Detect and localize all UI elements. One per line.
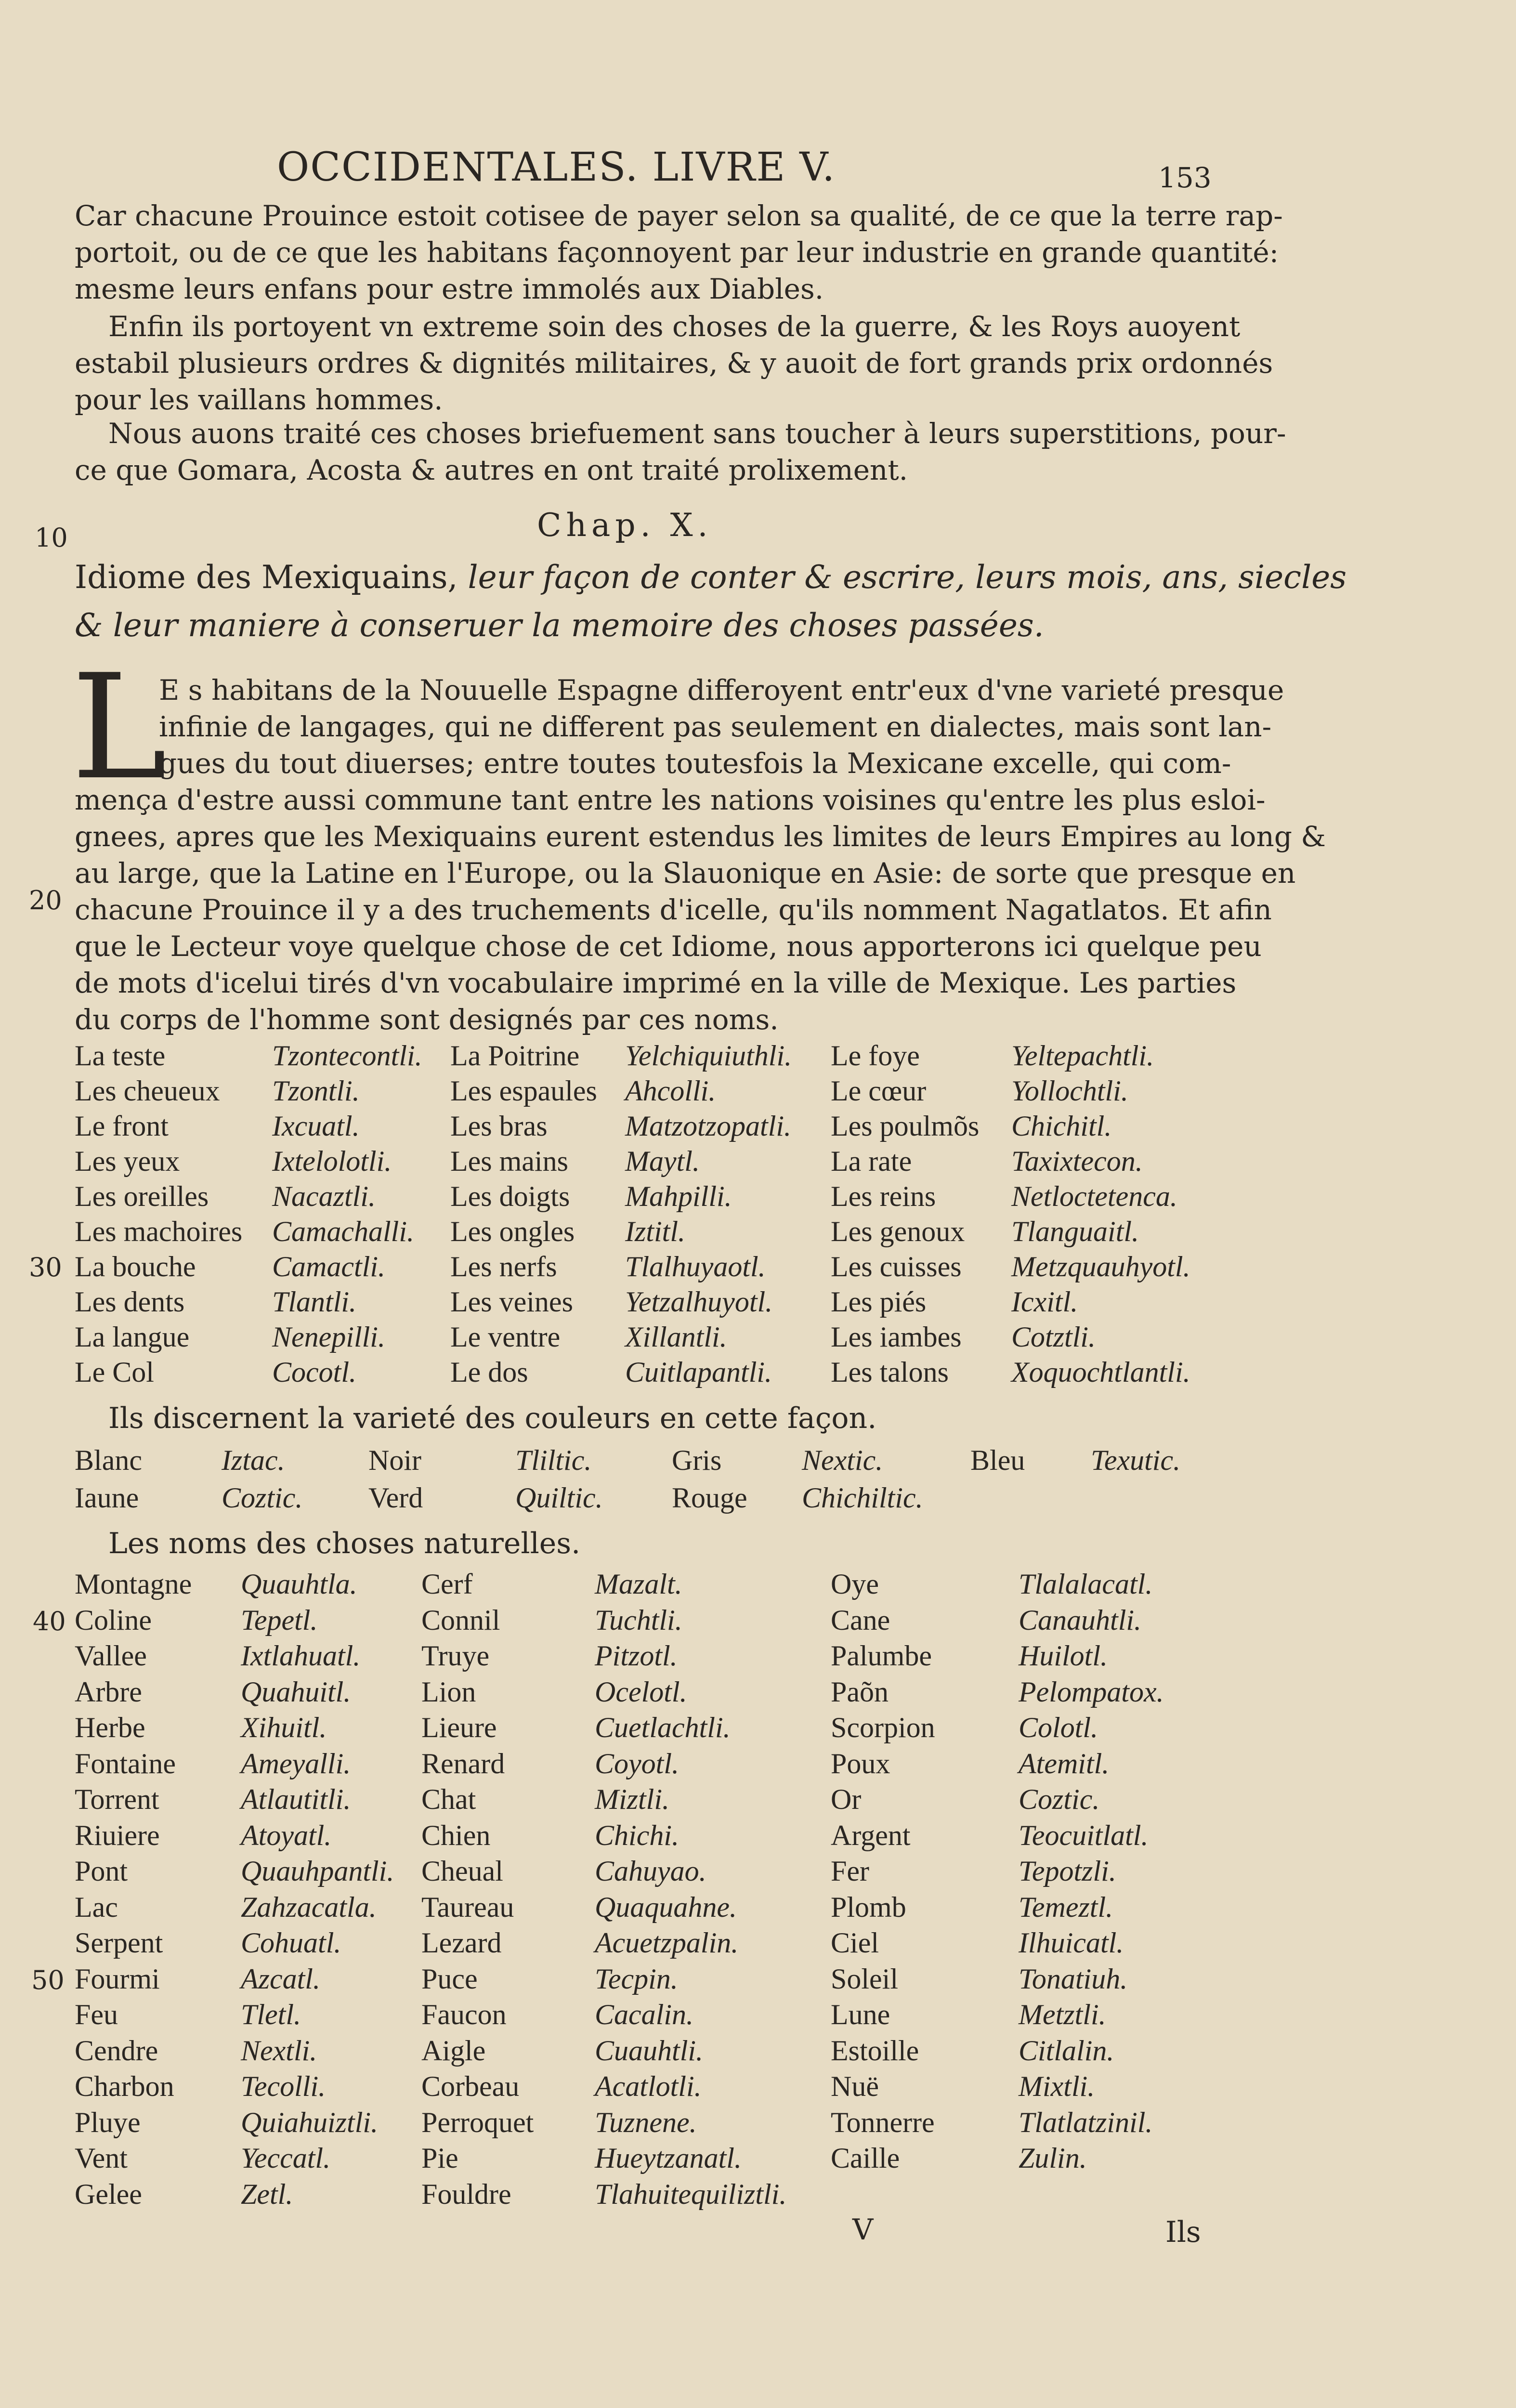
french-term: Lieure [421,1712,497,1743]
text-line: Car chacune Prouince estoit cotisee de payer selon sa qualité, de ce que la terre rap- [75,199,1283,232]
french-term: Le ventre [450,1321,561,1353]
french-term: Montagne [75,1568,192,1600]
drop-cap: L [71,643,168,811]
mexican-term: Ocelotl. [595,1675,687,1708]
text-line: gnees, apres que les Mexiquains eurent estendus les limites de leurs Empires au long & [75,820,1326,853]
text-line: mença d'estre aussi commune tant entre les nations voisines qu'entre les plus esloi- [75,784,1266,816]
chapter-label: Chap. X. [537,507,713,544]
text-line: Enfin ils portoyent vn extreme soin des choses de la guerre, & les Roys auoyent [108,310,1241,343]
french-term: Iaune [75,1482,139,1514]
french-term: Fouldre [421,2178,511,2210]
french-term: Les cheueux [75,1075,220,1107]
french-term: Gelee [75,2178,142,2210]
mexican-term: Mazalt. [595,1568,682,1600]
french-term: Perroquet [421,2106,534,2138]
text-line: ce que Gomara, Acosta & autres en ont traité prolixement. [75,454,908,486]
french-term: Puce [421,1963,478,1995]
text-line: pour les vaillans hommes. [75,383,443,416]
mexican-term: Tecpin. [595,1963,678,1995]
french-term: Les oreilles [75,1180,209,1212]
french-term: Fourmi [75,1963,160,1995]
mexican-term: Yetzalhuyotl. [625,1286,773,1318]
mexican-term: Chichitl. [1011,1110,1112,1142]
french-term: Cendre [75,2034,158,2067]
mexican-term: Quauhpantli. [241,1855,394,1887]
text-line: chacune Prouince il y a des truchements d'icelle, qu'ils nomment Nagatlatos. Et afin [75,893,1272,926]
french-term: Les talons [831,1356,949,1388]
french-term: Chat [421,1783,476,1815]
mexican-term: Tlahuitequiliztli. [595,2178,787,2210]
french-term: Chien [421,1819,491,1851]
french-term: Pont [75,1855,128,1887]
french-term: Scorpion [831,1712,935,1743]
mexican-term: Yelchiquiuthli. [625,1040,792,1072]
french-term: Charbon [75,2070,174,2102]
french-term: Oye [831,1568,879,1600]
french-term: Vallee [75,1640,147,1672]
french-term: Poux [831,1747,890,1780]
mexican-term: Texutic. [1091,1444,1181,1476]
mexican-term: Yeccatl. [241,2142,331,2174]
french-term: Le front [75,1110,169,1142]
nature-intro: Les noms des choses naturelles. [108,1527,581,1560]
mexican-term: Zahzacatla. [241,1891,377,1923]
mexican-term: Tuznene. [595,2106,697,2138]
french-term: Pluye [75,2106,141,2138]
french-term: Cane [831,1604,890,1636]
mexican-term: Chichiltic. [802,1482,923,1514]
french-term: Fontaine [75,1747,176,1780]
page-number: 153 [1158,161,1212,194]
mexican-term: Iztac. [222,1444,285,1476]
mexican-term: Coyotl. [595,1747,679,1780]
catchword: Ils [1165,2215,1201,2249]
mexican-term: Acatlotli. [595,2070,702,2102]
mexican-term: Zulin. [1019,2142,1087,2174]
mexican-term: Colotl. [1019,1712,1098,1743]
mexican-term: Icxitl. [1011,1286,1078,1318]
mexican-term: Canauhtli. [1019,1604,1142,1636]
mexican-term: Yollochtli. [1011,1075,1128,1107]
french-term: Les iambes [831,1321,962,1353]
french-term: Ciel [831,1927,879,1959]
intro-paragraph-1 [75,197,1283,307]
french-term: Lezard [421,1927,502,1959]
french-term: Les poulmõs [831,1110,980,1142]
french-term: Herbe [75,1712,145,1743]
mexican-term: Azcatl. [241,1963,320,1995]
french-term: Caille [831,2142,900,2174]
french-term: Coline [75,1604,152,1636]
mexican-term: Taxixtecon. [1011,1145,1143,1177]
french-term: Feu [75,1999,118,2030]
mexican-term: Tlantli. [272,1286,357,1318]
mexican-term: Cacalin. [595,1999,693,2030]
mexican-term: Metzquauhyotl. [1011,1251,1190,1283]
mexican-term: Coztic. [1019,1783,1100,1815]
french-term: Plomb [831,1891,906,1923]
mexican-term: Nextli. [241,2034,317,2067]
chapter-title-roman: Idiome des Mexiquains, [75,559,458,596]
text-line: Nous auons traité ces choses briefuement sans toucher à leurs superstitions, pour- [108,417,1286,450]
margin-number-30: 30 [29,1252,62,1283]
french-term: Lune [831,1999,890,2030]
french-term: Les piés [831,1286,927,1318]
mexican-term: Matzotzopatli. [625,1110,792,1142]
mexican-term: Ahcolli. [625,1075,716,1107]
french-term: Gris [672,1444,722,1476]
mexican-term: Ixtlahuatl. [241,1640,361,1672]
french-term: Verd [368,1482,423,1514]
french-term: Fer [831,1855,869,1887]
mexican-term: Camactli. [272,1251,385,1283]
french-term: Le cœur [831,1075,927,1107]
french-term: Cheual [421,1855,503,1887]
text-line: du corps de l'homme sont designés par ces noms. [75,1003,779,1036]
french-term: Le Col [75,1356,154,1388]
french-term: Rouge [672,1482,747,1514]
french-term: Arbre [75,1675,142,1708]
mexican-term: Pelompatox. [1019,1675,1164,1708]
mexican-term: Huilotl. [1019,1640,1108,1672]
text-line: portoit, ou de ce que les habitans façonnoyent par leur industrie en grande quantité: [75,236,1279,269]
text-line: gues du tout diuerses; entre toutes toutesfois la Mexicane excelle, qui com- [159,747,1231,780]
text-line: estabil plusieurs ordres & dignités militaires, & y auoit de fort grands prix ordonnés [75,347,1273,380]
mexican-term: Xihuitl. [241,1712,327,1743]
mexican-term: Cocotl. [272,1356,356,1388]
margin-number-20: 20 [29,885,62,916]
mexican-term: Mixtli. [1019,2070,1095,2102]
mexican-term: Nenepilli. [272,1321,385,1353]
french-term: Le dos [450,1356,528,1388]
mexican-term: Tepetl. [241,1604,318,1636]
mexican-term: Cuitlapantli. [625,1356,772,1388]
text-line: de mots d'icelui tirés d'vn vocabulaire imprimé en la ville de Mexique. Les parties [75,967,1237,999]
mexican-term: Tzontli. [272,1075,360,1107]
french-term: Renard [421,1747,505,1780]
french-term: Aigle [421,2034,486,2067]
french-term: La Poitrine [450,1040,580,1072]
french-term: Argent [831,1819,911,1851]
mexican-term: Quaquahne. [595,1891,737,1923]
mexican-term: Xoquochtlantli. [1011,1356,1190,1388]
french-term: Palumbe [831,1640,932,1672]
mexican-term: Coztic. [222,1482,303,1514]
mexican-term: Quahuitl. [241,1675,351,1708]
chapter-title-line-1 [75,559,1346,596]
french-term: Les reins [831,1180,936,1212]
mexican-term: Metztli. [1019,1999,1106,2030]
mexican-term: Tliltic. [515,1444,592,1476]
mexican-term: Mahpilli. [625,1180,732,1212]
french-term: La langue [75,1321,190,1353]
mexican-term: Cuetlachtli. [595,1712,731,1743]
french-term: Les machoires [75,1216,243,1247]
mexican-term: Cuauhtli. [595,2034,704,2067]
french-term: Les yeux [75,1145,180,1177]
intro-paragraph-3 [75,415,1286,488]
colors-intro: Ils discernent la varieté des couleurs en cette façon. [108,1401,877,1435]
margin-number-10: 10 [35,523,68,553]
mexican-term: Ameyalli. [241,1747,351,1780]
mexican-term: Cotztli. [1011,1321,1096,1353]
mexican-term: Tlalhuyaotl. [625,1251,766,1283]
mexican-term: Iztitl. [625,1216,686,1247]
mexican-term: Zetl. [241,2178,293,2210]
mexican-term: Tepotzli. [1019,1855,1116,1887]
french-term: Tonnerre [831,2106,935,2138]
french-term: Lion [421,1675,476,1708]
french-term: Lac [75,1891,118,1923]
signature-mark: V [852,2213,874,2247]
mexican-term: Tlanguaitl. [1011,1216,1139,1247]
mexican-term: Cahuyao. [595,1855,706,1887]
mexican-term: Ixtelolotli. [272,1145,392,1177]
margin-number-50: 50 [31,1965,65,1995]
french-term: La rate [831,1145,912,1177]
french-term: La teste [75,1040,166,1072]
mexican-term: Hueytzanatl. [595,2142,742,2174]
mexican-term: Tlalalacatl. [1019,1568,1153,1600]
french-term: Les veines [450,1286,573,1318]
intro-paragraph-2 [75,308,1273,418]
french-term: Pie [421,2142,458,2174]
mexican-term: Citlalin. [1019,2034,1114,2067]
french-term: Vent [75,2142,128,2174]
french-term: Paõn [831,1675,889,1708]
french-term: Les ongles [450,1216,575,1247]
french-term: Corbeau [421,2070,520,2102]
mexican-term: Ixcuatl. [272,1110,360,1142]
french-term: Bleu [970,1444,1025,1476]
french-term: Blanc [75,1444,142,1476]
french-term: Les nerfs [450,1251,557,1283]
mexican-term: Teocuitlatl. [1019,1819,1149,1851]
mexican-term: Cohuatl. [241,1927,341,1959]
margin-number-40: 40 [33,1606,66,1636]
mexican-term: Netloctetenca. [1011,1180,1177,1212]
french-term: Taureau [421,1891,514,1923]
text-line: au large, que la Latine en l'Europe, ou la Slauonique en Asie: de sorte que presque en [75,857,1296,890]
french-term: Serpent [75,1927,163,1959]
mexican-term: Acuetzpalin. [595,1927,739,1959]
mexican-term: Atemitl. [1019,1747,1110,1780]
mexican-term: Miztli. [595,1783,670,1815]
mexican-term: Ilhuicatl. [1019,1927,1124,1959]
text-line: que le Lecteur voye quelque chose de cet Idiome, nous apporterons ici quelque peu [75,930,1262,963]
mexican-term: Quiltic. [515,1482,603,1514]
french-term: Estoille [831,2034,919,2067]
mexican-term: Tletl. [241,1999,301,2030]
text-line: mesme leurs enfans pour estre immolés aux Diables. [75,273,824,305]
french-term: Or [831,1783,862,1815]
french-term: Nuë [831,2070,879,2102]
mexican-term: Quiahuiztli. [241,2106,379,2138]
mexican-term: Temeztl. [1019,1891,1113,1923]
french-term: Truye [421,1640,490,1672]
french-term: Les dents [75,1286,185,1318]
text-line: E s habitans de la Nouuelle Espagne differoyent entr'eux d'vne varieté presque [159,674,1284,707]
french-term: Les espaules [450,1075,597,1107]
mexican-term: Atoyatl. [241,1819,332,1851]
french-term: Riuiere [75,1819,160,1851]
mexican-term: Xillantli. [625,1321,727,1353]
french-term: Torrent [75,1783,159,1815]
mexican-term: Tlatlatzinil. [1019,2106,1153,2138]
text-line: infinie de langages, qui ne different pas seulement en dialectes, mais sont lan- [159,710,1272,743]
french-term: Les cuisses [831,1251,962,1283]
french-term: Soleil [831,1963,899,1995]
running-title: OCCIDENTALES. LIVRE V. [277,144,836,190]
mexican-term: Atlautitli. [241,1783,351,1815]
mexican-term: Tecolli. [241,2070,326,2102]
french-term: Faucon [421,1999,507,2030]
mexican-term: Yeltepachtli. [1011,1040,1154,1072]
mexican-term: Quauhtla. [241,1568,357,1600]
main-paragraph [75,672,1326,1038]
french-term: La bouche [75,1251,196,1283]
mexican-term: Tonatiuh. [1019,1963,1128,1995]
french-term: Cerf [421,1568,473,1600]
mexican-term: Maytl. [625,1145,700,1177]
mexican-term: Nextic. [802,1444,883,1476]
mexican-term: Camachalli. [272,1216,414,1247]
chapter-title-italic: leur façon de conter & escrire, leurs mois, ans, siecles [468,559,1347,596]
french-term: Les doigts [450,1180,570,1212]
french-term: Noir [368,1444,421,1476]
mexican-term: Nacaztli. [272,1180,376,1212]
french-term: Les bras [450,1110,548,1142]
mexican-term: Pitzotl. [595,1640,678,1672]
mexican-term: Chichi. [595,1819,679,1851]
chapter-title-line-2: & leur maniere à conseruer la memoire des choses passées. [75,607,1044,644]
french-term: Connil [421,1604,500,1636]
mexican-term: Tuchtli. [595,1604,682,1636]
french-term: Le foye [831,1040,920,1072]
french-term: Les mains [450,1145,568,1177]
mexican-term: Tzontecontli. [272,1040,422,1072]
french-term: Les genoux [831,1216,965,1247]
